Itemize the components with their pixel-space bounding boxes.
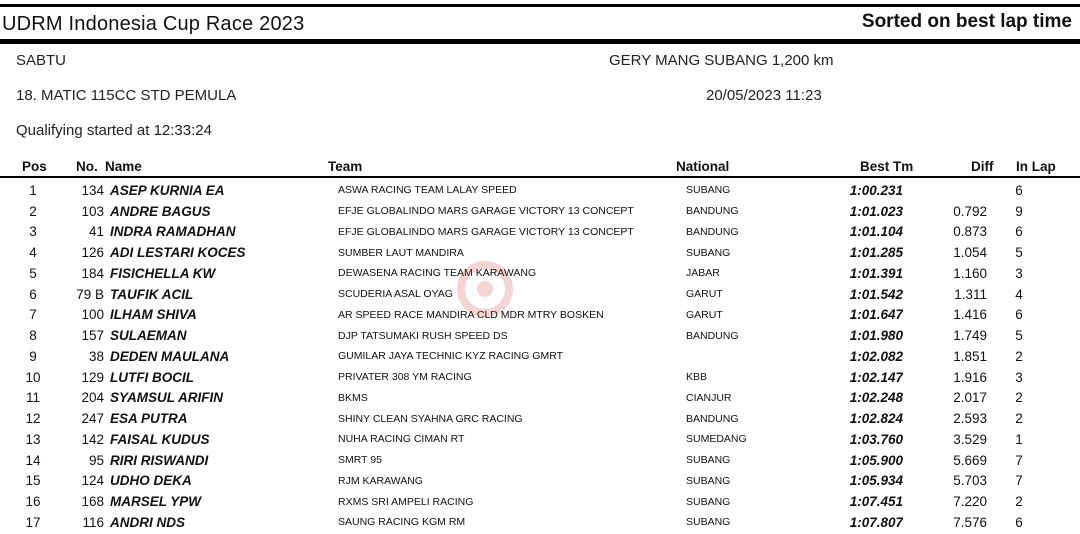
table-row <box>0 471 1051 492</box>
cell-diff: 1.311 <box>954 286 987 302</box>
col-header-no: No. <box>76 159 98 174</box>
day-label: SABTU <box>16 52 67 69</box>
cell-pos: 5 <box>29 265 37 281</box>
table-row <box>0 242 1051 263</box>
cell-rider-name: FISICHELLA KW <box>110 265 216 281</box>
cell-team-name: DJP TATSUMAKI RUSH SPEED DS <box>338 329 508 342</box>
cell-best-time: 1:02.248 <box>849 390 903 406</box>
cell-national: SUMEDANG <box>686 433 747 446</box>
cell-bike-number: 129 <box>81 369 104 385</box>
cell-team-name: SCUDERIA ASAL OYAG <box>338 288 453 301</box>
cell-in-lap: 6 <box>1015 514 1023 530</box>
table-row <box>0 491 1051 512</box>
cell-national: BANDUNG <box>686 412 739 425</box>
cell-national: SUBANG <box>686 184 731 197</box>
table-row <box>0 512 1051 533</box>
cell-diff: 0.792 <box>953 203 987 219</box>
class-label: 18. MATIC 115CC STD PEMULA <box>16 87 237 104</box>
cell-team-name: GUMILAR JAYA TECHNIC KYZ RACING GMRT <box>338 350 564 363</box>
cell-rider-name: FAISAL KUDUS <box>110 431 210 447</box>
cell-bike-number: 116 <box>82 514 104 530</box>
column-header-rule <box>0 176 1080 178</box>
cell-diff: 1.851 <box>953 348 987 364</box>
cell-diff: 2.017 <box>953 390 987 406</box>
cell-in-lap: 6 <box>1015 307 1023 323</box>
table-row <box>0 346 1051 367</box>
cell-bike-number: 103 <box>81 203 104 219</box>
cell-bike-number: 79 B <box>76 286 104 302</box>
table-row <box>0 408 1051 429</box>
cell-best-time: 1:01.542 <box>849 286 903 302</box>
cell-in-lap: 3 <box>1015 265 1023 281</box>
header-rule <box>0 39 1080 44</box>
cell-pos: 4 <box>29 245 37 261</box>
cell-national: GARUT <box>686 288 723 301</box>
cell-rider-name: SYAMSUL ARIFIN <box>110 390 224 406</box>
cell-diff: 0.873 <box>953 224 987 240</box>
cell-rider-name: TAUFIK ACIL <box>110 286 194 302</box>
table-row <box>0 325 1051 346</box>
cell-pos: 9 <box>29 348 37 364</box>
cell-best-time: 1:02.147 <box>849 369 903 385</box>
cell-team-name: SUMBER LAUT MANDIRA <box>338 246 464 259</box>
cell-diff: 1.054 <box>953 245 987 261</box>
cell-diff: 1.916 <box>953 369 987 385</box>
cell-pos: 14 <box>25 452 41 468</box>
cell-pos: 3 <box>29 224 37 240</box>
cell-rider-name: RIRI RISWANDI <box>110 452 209 468</box>
cell-bike-number: 168 <box>81 494 104 510</box>
sort-label: Sorted on best lap time <box>861 11 1072 32</box>
cell-team-name: NUHA RACING CIMAN RT <box>338 433 465 446</box>
cell-national: SUBANG <box>686 516 731 529</box>
cell-bike-number: 142 <box>81 431 104 447</box>
cell-pos: 11 <box>25 390 40 406</box>
col-header-team: Team <box>328 159 363 174</box>
cell-national: SUBANG <box>686 246 731 259</box>
cell-best-time: 1:03.760 <box>849 431 903 447</box>
table-row <box>0 450 1051 471</box>
cell-pos: 6 <box>29 286 37 302</box>
cell-bike-number: 126 <box>81 245 104 261</box>
cell-diff: 7.220 <box>953 494 987 510</box>
cell-pos: 13 <box>25 431 41 447</box>
col-header-pos: Pos <box>22 159 47 174</box>
cell-diff: 1.749 <box>953 328 987 344</box>
cell-team-name: EFJE GLOBALINDO MARS GARAGE VICTORY 13 CONCEPT <box>338 225 634 238</box>
cell-team-name: RJM KARAWANG <box>338 474 423 487</box>
cell-national: SUBANG <box>686 474 731 487</box>
cell-best-time: 1:05.900 <box>849 452 903 468</box>
table-row <box>0 222 1051 243</box>
cell-in-lap: 6 <box>1015 224 1023 240</box>
cell-diff: 5.703 <box>953 473 987 489</box>
cell-best-time: 1:01.980 <box>849 328 903 344</box>
track-label: GERY MANG SUBANG 1,200 km <box>609 52 834 69</box>
table-row <box>0 263 1051 284</box>
col-header-best: Best Tm <box>860 159 914 174</box>
cell-rider-name: ANDRI NDS <box>110 514 186 530</box>
cell-team-name: SMRT 95 <box>338 454 382 467</box>
cell-best-time: 1:07.807 <box>849 514 903 530</box>
table-row <box>0 305 1051 326</box>
cell-best-time: 1:01.023 <box>849 203 903 219</box>
session-label: Qualifying started at 12:33:24 <box>16 122 212 139</box>
cell-bike-number: 41 <box>88 224 104 240</box>
cell-in-lap: 2 <box>1015 390 1023 406</box>
cell-team-name: EFJE GLOBALINDO MARS GARAGE VICTORY 13 CONCEPT <box>338 205 634 218</box>
cell-bike-number: 247 <box>81 411 104 427</box>
cell-in-lap: 5 <box>1015 328 1023 344</box>
table-row <box>0 180 1051 201</box>
cell-in-lap: 5 <box>1015 245 1023 261</box>
cell-team-name: SAUNG RACING KGM RM <box>338 516 466 529</box>
col-header-name: Name <box>105 159 142 174</box>
table-row <box>0 284 1051 305</box>
cell-in-lap: 2 <box>1015 411 1023 427</box>
cell-bike-number: 100 <box>81 307 104 323</box>
cell-team-name: RXMS SRI AMPELI RACING <box>338 495 474 508</box>
cell-national: BANDUNG <box>686 329 739 342</box>
cell-best-time: 1:01.647 <box>849 307 903 323</box>
cell-bike-number: 184 <box>81 265 104 281</box>
cell-pos: 1 <box>29 182 37 198</box>
cell-national: BANDUNG <box>686 205 739 218</box>
cell-bike-number: 38 <box>88 348 104 364</box>
cell-in-lap: 1 <box>1015 431 1023 447</box>
cell-best-time: 1:07.451 <box>849 494 903 510</box>
col-header-diff: Diff <box>971 159 994 174</box>
cell-rider-name: SULAEMAN <box>110 328 187 344</box>
cell-rider-name: ILHAM SHIVA <box>110 307 197 323</box>
cell-national: GARUT <box>686 308 723 321</box>
cell-best-time: 1:02.824 <box>849 411 903 427</box>
cell-diff: 1.416 <box>953 307 987 323</box>
cell-bike-number: 134 <box>81 182 104 198</box>
cell-best-time: 1:01.391 <box>849 265 903 281</box>
results-body <box>0 180 1051 533</box>
cell-bike-number: 124 <box>81 473 104 489</box>
cell-pos: 17 <box>25 514 41 530</box>
cell-pos: 15 <box>25 473 41 489</box>
cell-team-name: DEWASENA RACING TEAM KARAWANG <box>338 267 537 280</box>
cell-pos: 10 <box>25 369 41 385</box>
cell-pos: 12 <box>25 411 41 427</box>
cell-rider-name: MARSEL YPW <box>110 494 202 510</box>
datetime-label: 20/05/2023 11:23 <box>706 87 822 104</box>
cell-rider-name: INDRA RAMADHAN <box>110 224 236 240</box>
cell-in-lap: 2 <box>1015 494 1023 510</box>
cell-diff: 7.576 <box>953 514 987 530</box>
results-table <box>0 180 1051 533</box>
cell-in-lap: 6 <box>1015 182 1023 198</box>
cell-national: BANDUNG <box>686 225 739 238</box>
cell-rider-name: ANDRE BAGUS <box>110 203 211 219</box>
cell-bike-number: 204 <box>81 390 104 406</box>
table-row <box>0 429 1051 450</box>
cell-in-lap: 7 <box>1015 473 1023 489</box>
cell-pos: 2 <box>29 203 37 219</box>
cell-national: SUBANG <box>686 495 731 508</box>
cell-best-time: 1:01.104 <box>849 224 903 240</box>
cell-in-lap: 2 <box>1015 348 1023 364</box>
top-rule <box>0 4 1080 7</box>
cell-national <box>686 346 816 367</box>
cell-team-name: AR SPEED RACE MANDIRA CLD MDR MTRY BOSKEN <box>338 308 604 321</box>
cell-rider-name: LUTFI BOCIL <box>110 369 194 385</box>
cell-national: SUBANG <box>686 454 731 467</box>
table-row <box>0 201 1051 222</box>
cell-team-name: BKMS <box>338 391 368 404</box>
cell-best-time: 1:00.231 <box>849 182 903 198</box>
cell-national: JABAR <box>686 267 720 280</box>
cell-best-time: 1:05.934 <box>849 473 903 489</box>
col-header-inlap: In Lap <box>1016 159 1056 174</box>
cell-diff: 2.593 <box>953 411 987 427</box>
cell-in-lap: 7 <box>1015 452 1023 468</box>
cell-rider-name: UDHO DEKA <box>110 473 192 489</box>
cell-pos: 8 <box>29 328 37 344</box>
cell-best-time: 1:01.285 <box>849 245 903 261</box>
table-row <box>0 367 1051 388</box>
cell-pos: 7 <box>29 307 37 323</box>
cell-national: KBB <box>686 371 708 384</box>
cell-diff: 3.529 <box>953 431 987 447</box>
table-row <box>0 388 1051 409</box>
cell-bike-number: 157 <box>81 328 104 344</box>
cell-rider-name: ADI LESTARI KOCES <box>110 245 246 261</box>
cell-national: CIANJUR <box>686 391 732 404</box>
cell-team-name: ASWA RACING TEAM LALAY SPEED <box>338 184 517 197</box>
cell-in-lap: 3 <box>1015 369 1023 385</box>
cell-team-name: PRIVATER 308 YM RACING <box>338 371 472 384</box>
cell-rider-name: DEDEN MAULANA <box>110 348 230 364</box>
cell-diff: 1.160 <box>953 265 987 281</box>
cell-bike-number: 95 <box>88 452 104 468</box>
cell-in-lap: 4 <box>1015 286 1023 302</box>
cell-diff <box>903 180 987 201</box>
cell-team-name: SHINY CLEAN SYAHNA GRC RACING <box>338 412 523 425</box>
page-title: UDRM Indonesia Cup Race 2023 <box>2 13 305 35</box>
cell-pos: 16 <box>25 494 41 510</box>
cell-rider-name: ASEP KURNIA EA <box>110 182 225 198</box>
cell-rider-name: ESA PUTRA <box>110 411 188 427</box>
cell-in-lap: 9 <box>1015 203 1023 219</box>
cell-diff: 5.669 <box>953 452 987 468</box>
cell-best-time: 1:02.082 <box>849 348 903 364</box>
col-header-national: National <box>676 159 730 174</box>
